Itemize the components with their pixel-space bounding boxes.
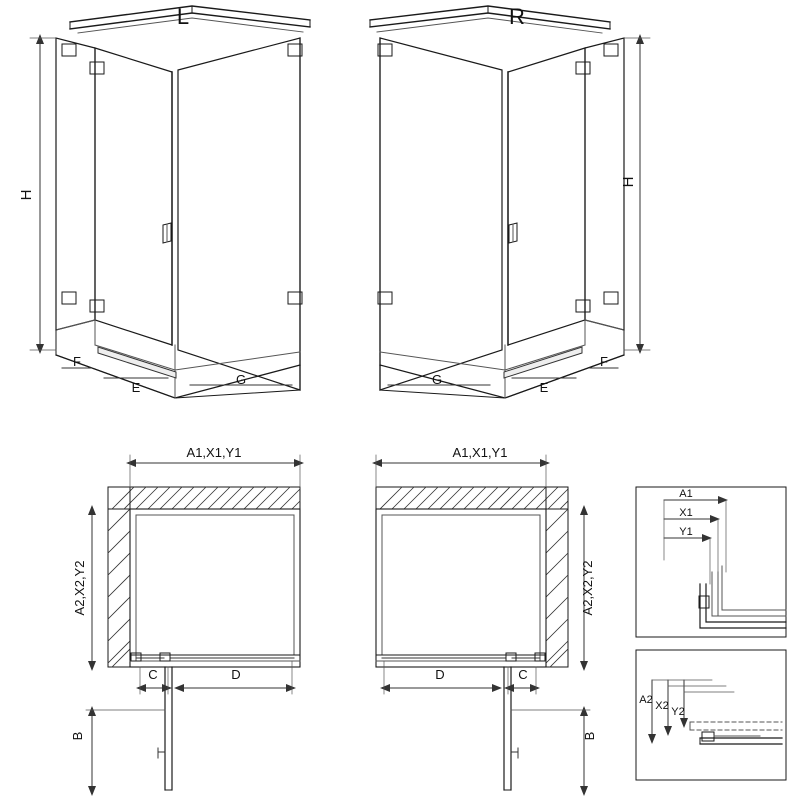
dim-a2x2y2-left: A2,X2,Y2: [72, 560, 87, 616]
label-view-left: L: [176, 4, 190, 29]
dim-b-right: B: [582, 731, 597, 741]
detail-label-a2: A2: [639, 694, 653, 706]
dim-a1x1y1-left: A1,X1,Y1: [186, 445, 242, 460]
detail-label-y2: Y2: [671, 706, 685, 718]
dim-f-right: F: [600, 354, 608, 369]
view-plan-right: [372, 455, 590, 796]
detail-label-y1: Y1: [679, 526, 693, 538]
dim-h-left: H: [18, 189, 35, 201]
view-iso-right: [370, 6, 650, 398]
dim-h-right: H: [620, 176, 637, 188]
detail-label-x2: X2: [655, 700, 669, 712]
view-iso-left: [30, 6, 310, 398]
view-detail-top: [636, 487, 786, 637]
dim-e-left: E: [131, 380, 141, 395]
dim-b-left: B: [70, 731, 85, 741]
dim-a1x1y1-right: A1,X1,Y1: [452, 445, 508, 460]
dim-d-right: D: [435, 667, 445, 682]
dim-g-left: G: [235, 372, 247, 387]
dim-d-left: D: [231, 667, 241, 682]
view-plan-left: [86, 455, 304, 796]
dim-g-right: G: [431, 372, 443, 387]
dim-c-right: C: [518, 667, 528, 682]
view-detail-bottom: [636, 650, 786, 780]
dim-f-left: F: [73, 354, 81, 369]
dim-e-right: E: [539, 380, 549, 395]
detail-label-a1: A1: [679, 488, 693, 500]
label-view-right: R: [509, 4, 525, 29]
detail-label-x1: X1: [679, 507, 693, 519]
dim-c-left: C: [148, 667, 158, 682]
dim-a2x2y2-right: A2,X2,Y2: [580, 560, 595, 616]
